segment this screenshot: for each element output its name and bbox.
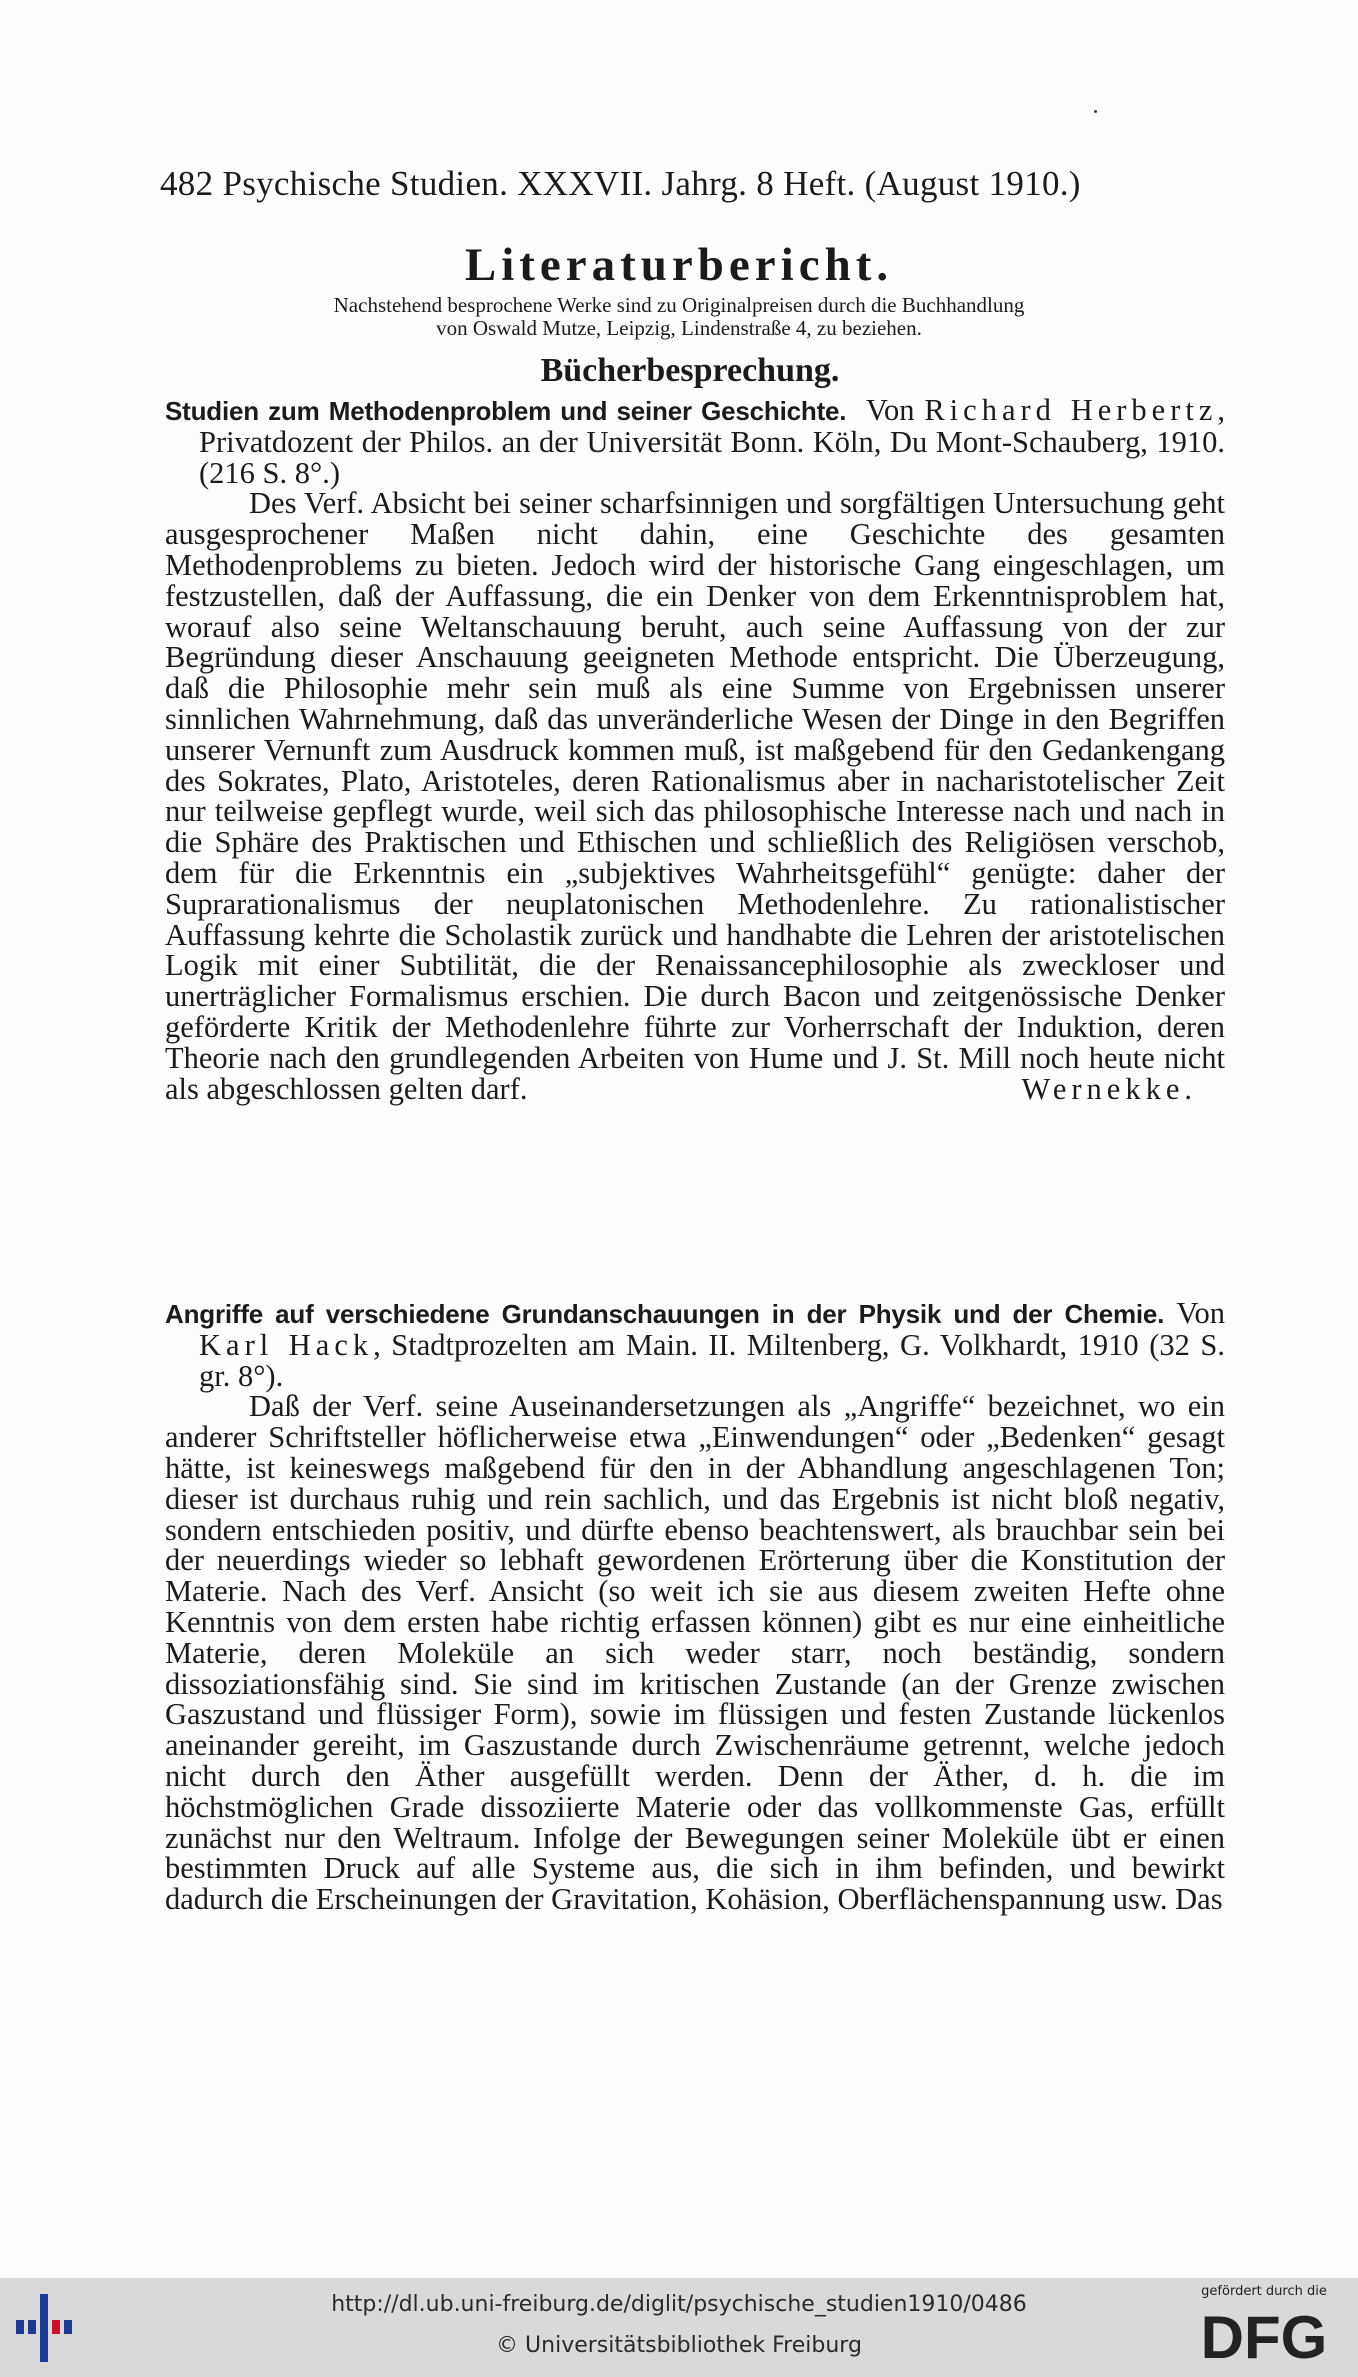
author-name: Karl Hack — [199, 1327, 374, 1362]
dfg-logo-text: DFG — [1200, 2304, 1328, 2370]
review-text: Des Verf. Absicht bei seiner scharfsinnigen und sorgfältigen Untersuchung geht ausgesprochener Maßen nicht dahin, eine Geschichte des gesamten Methodenproblems zu bieten. Jedoch wird der historische Gang eingeschlagen, um festzustellen, daß der Auffassung, die ein Denker von dem Erkenntnisproblem hat, worauf also seine Weltanschauung beruht, auch seine Auffassung von der zur Begründung dieser Anschauung geeigneten Methode entspricht. Die Überzeugung, daß die Philosophie mehr sein muß als eine Summe von Ergebnissen unserer sinnlichen Wahrnehmung, daß das unveränderliche Wesen der Dinge in den Begriffen unserer Vernunft zum Ausdruck kommen muß, ist maßgebend für den Gedankengang des Sokrates, Plato, Aristoteles, deren Rationalismus aber in nacharistotelischer Zeit nur teilweise gepflegt wurde, weil sich das philosophische Interesse nach und nach in die Sphäre des Praktischen und Ethischen und schließlich des Religiösen verschob, dem für die Erkenntnis ein „subjektives Wahrheitsgefühl“ genügte: daher der Suprarationalismus der neuplatonischen Methodenlehre. Zu rationalistischer Auffassung kehrte die Scholastik zurück und handhabte die Lehren der aristotelischen Logik mit einer Subtilität, die der Renaissancephilosophie als zweckloser und unerträglicher Formalismus erschien. Die durch Bacon und zeitgenössische Denker geförderte Kritik der Methodenlehre führte zur Vorherrschaft der Induktion, deren Theorie nach den grundlegenden Arbeiten von Hume und J. St. Mill noch heute nicht als abgeschlossen gelten darf. — [165, 486, 1225, 1106]
review-body — [165, 1391, 1225, 1915]
book-title: Angriffe auf verschiedene Grundanschauungen in der Physik und der Chemie. — [165, 1299, 1165, 1329]
copyright-notice: © Universitätsbibliothek Freiburg — [496, 2333, 862, 2358]
reviewer-signature: Wernekke. — [1021, 1071, 1197, 1106]
review-citation — [165, 1298, 1225, 1391]
publication-details: , Privatdozent der Philos. an der Universität Bonn. Köln, Du Mont-Schauberg, 1910. (216 S. 8°.) — [199, 393, 1225, 490]
purchase-notice — [150, 294, 1208, 340]
viewer-footer — [0, 2278, 1358, 2377]
publication-details: , Stadtprozelten am Main. II. Miltenberg, G. Volkhardt, 1910 (32 S. gr. 8°). — [199, 1327, 1226, 1393]
permalink-url[interactable]: http://dl.ub.uni-freiburg.de/diglit/psychische_studien1910/0486 — [331, 2292, 1027, 2317]
by-word: Von — [1176, 1296, 1225, 1330]
review-body — [165, 488, 1225, 1104]
notice-line-2: von Oswald Mutze, Leipzig, Lindenstraße 4, zu beziehen. — [436, 316, 922, 340]
notice-line-1: Nachstehend besprochene Werke sind zu Originalpreisen durch die Buchhandlung — [333, 293, 1025, 317]
running-head: 482 Psychische Studien. XXXVII. Jahrg. 8 Heft. (August 1910.) — [160, 164, 1081, 203]
subsection-title: Bücherbesprechung. — [540, 352, 840, 389]
dfg-caption: gefördert durch die — [1201, 2284, 1327, 2299]
scan-speck — [1094, 110, 1097, 113]
by-word: Von — [865, 393, 915, 427]
dfg-logo-icon — [1184, 2300, 1344, 2370]
review-citation — [165, 395, 1225, 488]
review-1 — [165, 395, 1225, 1104]
section-title: Literaturbericht. — [464, 239, 894, 291]
review-2 — [165, 1298, 1225, 1915]
author-name: Richard Herbertz — [924, 393, 1218, 427]
book-title: Studien zum Methodenproblem und seiner Geschichte. — [165, 396, 847, 426]
review-text: Daß der Verf. seine Auseinandersetzungen als „Angriffe“ bezeichnet, wo ein anderer Schriftsteller höflicherweise etwa „Einwendungen“ oder „Bedenken“ gesagt hätte, ist keineswegs maßgebend für den in der Abhandlung angeschlagenen Ton; dieser ist durchaus ruhig und rein sachlich, und das Ergebnis ist nicht bloß negativ, sondern entschieden positiv, und dürfte ebenso beachtenswert, als brauchbar sein bei der neuerdings wieder so lebhaft gewordenen Erörterung über die Konstitution der Materie. Nach des Verf. Ansicht (so weit ich sie aus diesem zweiten Hefte ohne Kenntnis von dem ersten habe richtig erfassen können) gibt es nur eine einheitliche Materie, deren Moleküle an sich weder starr, noch beständig, sondern dissoziationsfähig sind. Sie sind im kritischen Zustande (an der Grenze zwischen Gaszustand und flüssiger Form), sowie im flüssigen und festen Zustande lückenlos aneinander gereiht, im Gaszustande durch Zwischenräume getrennt, welche jedoch nicht durch den Äther ausgefüllt werden. Denn der Äther, d. h. die im höchstmöglichen Grade dissoziierte Materie oder das vollkommenste Gas, erfüllt zunächst nur den Weltraum. Infolge der Bewegungen seiner Moleküle übt er einen bestimmten Druck auf alle Systeme aus, die sich in ihm befinden, und bewirkt dadurch die Erscheinungen der Gravitation, Kohäsion, Oberflächenspannung usw. Das — [165, 1389, 1225, 1917]
